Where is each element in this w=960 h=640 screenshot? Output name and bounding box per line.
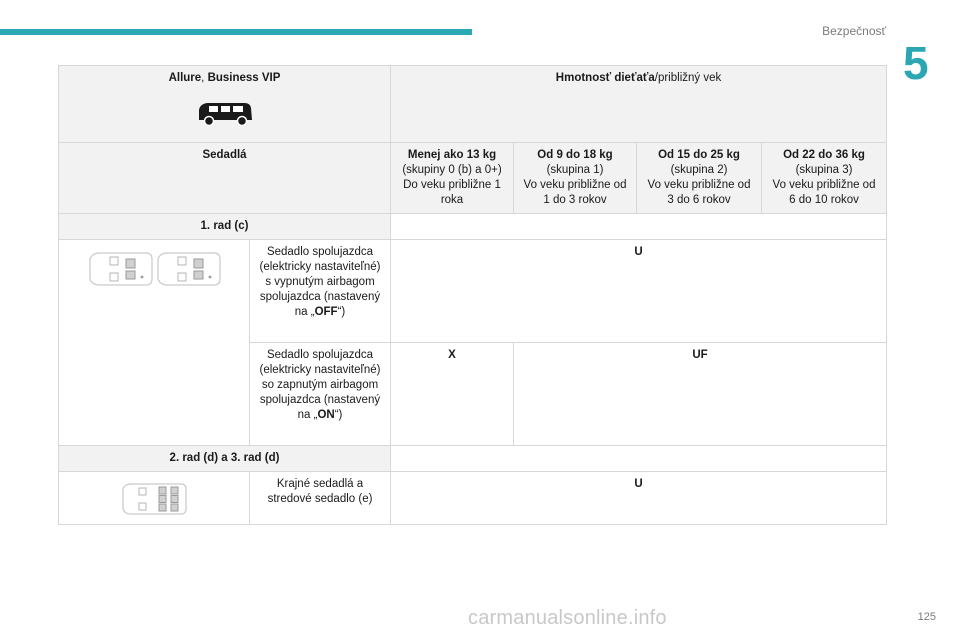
header-accent-bar	[0, 29, 472, 35]
chapter-number: 5	[903, 37, 929, 89]
passenger-off-desc: Sedadlo spolujazdca (elektricky nastaviteľné) s vypnutým airbagom spolujazdca (nastavený na „OFF“)	[250, 240, 391, 343]
row1-empty	[391, 214, 887, 240]
front-seat-diagram-cell	[59, 240, 250, 446]
group-3-title: Od 22 do 36 kg	[783, 149, 865, 161]
page-number: 125	[917, 611, 936, 623]
weight-groups-row	[59, 143, 887, 214]
group-1-title: Od 9 do 18 kg	[537, 149, 613, 161]
rear-seat-diagram-cell	[59, 472, 250, 525]
row1-label-row	[59, 214, 887, 240]
front-seat-layout-icon	[84, 249, 224, 289]
seats-label: Sedadlá	[59, 143, 391, 214]
vehicle-version-label: Allure, Business VIP	[168, 72, 281, 84]
airbag-off-state: OFF	[314, 306, 338, 318]
rear-seats-desc: Krajné sedadlá a stredové sedadlo (e)	[250, 472, 391, 525]
rear-seat-layout-icon	[119, 481, 189, 517]
rear-seats-row	[59, 472, 887, 525]
passenger-on-rest-value: UF	[514, 343, 887, 446]
airbag-on-state: ON	[317, 409, 335, 421]
group-0-title: Menej ako 13 kg	[407, 149, 497, 161]
group-0-line1: (skupiny 0 (b) a 0+)	[402, 164, 502, 176]
group-1-line2: Vo veku približne od 1 do 3 rokov	[523, 179, 627, 206]
passenger-off-value: U	[391, 240, 887, 343]
group-2-line2: Vo veku približne od 3 do 6 rokov	[647, 179, 751, 206]
section-title: Bezpečnosť	[822, 24, 886, 38]
row1-label: 1. rad (c)	[59, 214, 391, 240]
row2-label-row	[59, 446, 887, 472]
child-seat-table	[58, 65, 887, 525]
group-2-title: Od 15 do 25 kg	[658, 149, 740, 161]
row2-empty	[391, 446, 887, 472]
van-icon	[195, 98, 255, 128]
group-2-cell	[637, 143, 762, 214]
group-0-cell	[391, 143, 514, 214]
vehicle-version-cell	[59, 66, 391, 143]
passenger-on-desc: Sedadlo spolujazdca (elektricky nastaviteľné) so zapnutým airbagom spolujazdca (nastavený na „ON“)	[250, 343, 391, 446]
group-3-cell	[762, 143, 887, 214]
passenger-off-row	[59, 240, 887, 343]
group-3-line2: Vo veku približne od 6 do 10 rokov	[772, 179, 876, 206]
group-2-line1: (skupina 2)	[670, 164, 728, 176]
rear-seats-value: U	[391, 472, 887, 525]
table-header-row	[59, 66, 887, 143]
group-1-line1: (skupina 1)	[546, 164, 604, 176]
row2-label: 2. rad (d) a 3. rad (d)	[59, 446, 391, 472]
passenger-on-group0-value: X	[391, 343, 514, 446]
watermark: carmanualsonline.info	[468, 607, 667, 629]
group-3-line1: (skupina 3)	[795, 164, 853, 176]
group-0-line2: Do veku približne 1 roka	[403, 179, 501, 206]
weight-header-cell: Hmotnosť dieťaťa/približný vek	[391, 66, 887, 143]
group-1-cell	[514, 143, 637, 214]
